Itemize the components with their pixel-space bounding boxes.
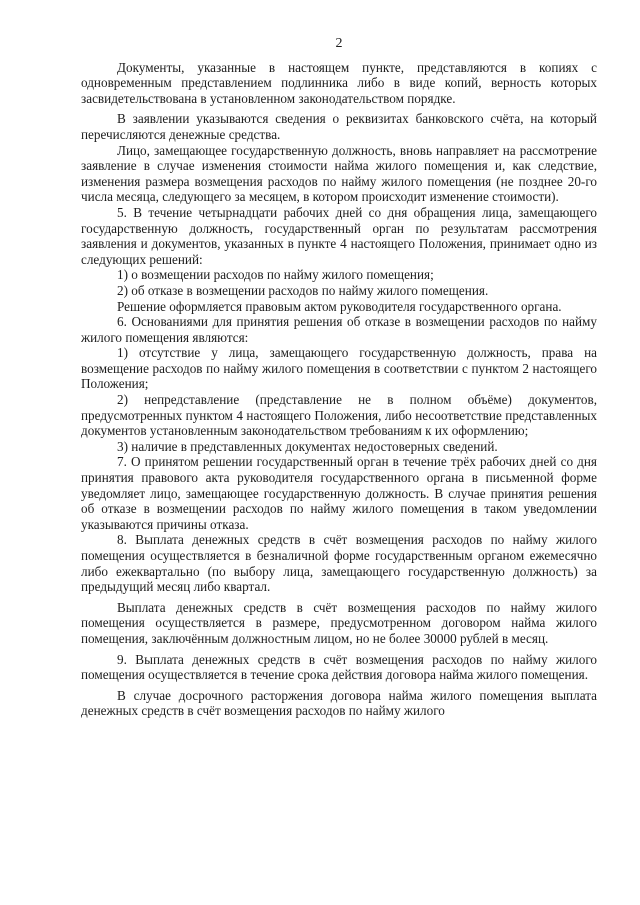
paragraph-repeat-application: Лицо, замещающее государственную должность, вновь направляет на рассмотрение заявление в случае изменения стоимости найма жилого помещения и, как следствие, изменения размера возмещения расходов по найму жилого помещения (не позднее 20-го числа месяца, следующего за месяцем, в котором происходит изменение стоимости). (81, 142, 597, 205)
paragraph-documents-copies: Документы, указанные в настоящем пункте, представляются в копиях с одновременным представлением подлинника либо в виде копий, верность которых засвидетельствована в установленном законодательством порядке. (81, 59, 597, 106)
paragraph-item-7: 7. О принятом решении государственный орган в течение трёх рабочих дней со дня принятия правового акта руководителя государственного органа в письменной форме уведомляет лицо, замещающее государственную должность. В случае принятия решения об отказе в возмещении расходов по найму жилого помещения в таком уведомлении указываются причины отказа. (81, 454, 597, 532)
paragraph-item-6-1: 1) отсутствие у лица, замещающего государственную должность, права на возмещение расходов по найму жилого помещения в соответствии с пунктом 2 настоящего Положения; (81, 345, 597, 392)
paragraph-item-8: 8. Выплата денежных средств в счёт возмещения расходов по найму жилого помещения осуществляется в безналичной форме государственным органом ежемесячно либо ежеквартально (по выбору лица, замещающего государственную должность) за предыдущий месяц либо квартал. (81, 532, 597, 595)
paragraph-decision-form: Решение оформляется правовым актом руководителя государственного органа. (117, 298, 562, 314)
paragraph-item-5-2: 2) об отказе в возмещении расходов по найму жилого помещения. (117, 282, 489, 298)
paragraph-item-5: 5. В течение четырнадцати рабочих дней со дня обращения лица, замещающего государственную должность, государственный орган по результатам рассмотрения заявления и документов, указанных в пункте 4 настоящего Положения, принимает одно из следующих решений: (81, 204, 597, 267)
paragraph-item-5-1: 1) о возмещении расходов по найму жилого помещения; (117, 267, 434, 283)
paragraph-early-termination: В случае досрочного расторжения договора найма жилого помещения выплата денежных средств в счёт возмещения расходов по найму жилого (81, 687, 597, 719)
document-page (81, 36, 597, 719)
paragraph-item-6-2: 2) непредставление (представление не в полном объёме) документов, предусмотренных пунктом 4 настоящего Положения, либо несоответствие представленных документов установленным законодательством требованиям к их оформлению; (81, 392, 597, 439)
paragraph-payment-amount: Выплата денежных средств в счёт возмещения расходов по найму жилого помещения осуществляется в размере, предусмотренном договором найма жилого помещения, заключённым должностным лицом, но не более 30000 рублей в месяц. (81, 599, 597, 646)
paragraph-item-6: 6. Основаниями для принятия решения об отказе в возмещении расходов по найму жилого помещения являются: (81, 314, 597, 345)
paragraph-item-6-3: 3) наличие в представленных документах недостоверных сведений. (117, 438, 498, 454)
paragraph-bank-account: В заявлении указываются сведения о реквизитах банковского счёта, на который перечисляются денежные средства. (81, 111, 597, 142)
page-number: 2 (335, 36, 343, 51)
paragraph-item-9: 9. Выплата денежных средств в счёт возмещения расходов по найму жилого помещения осуществляется в течение срока действия договора найма жилого помещения. (81, 651, 597, 683)
